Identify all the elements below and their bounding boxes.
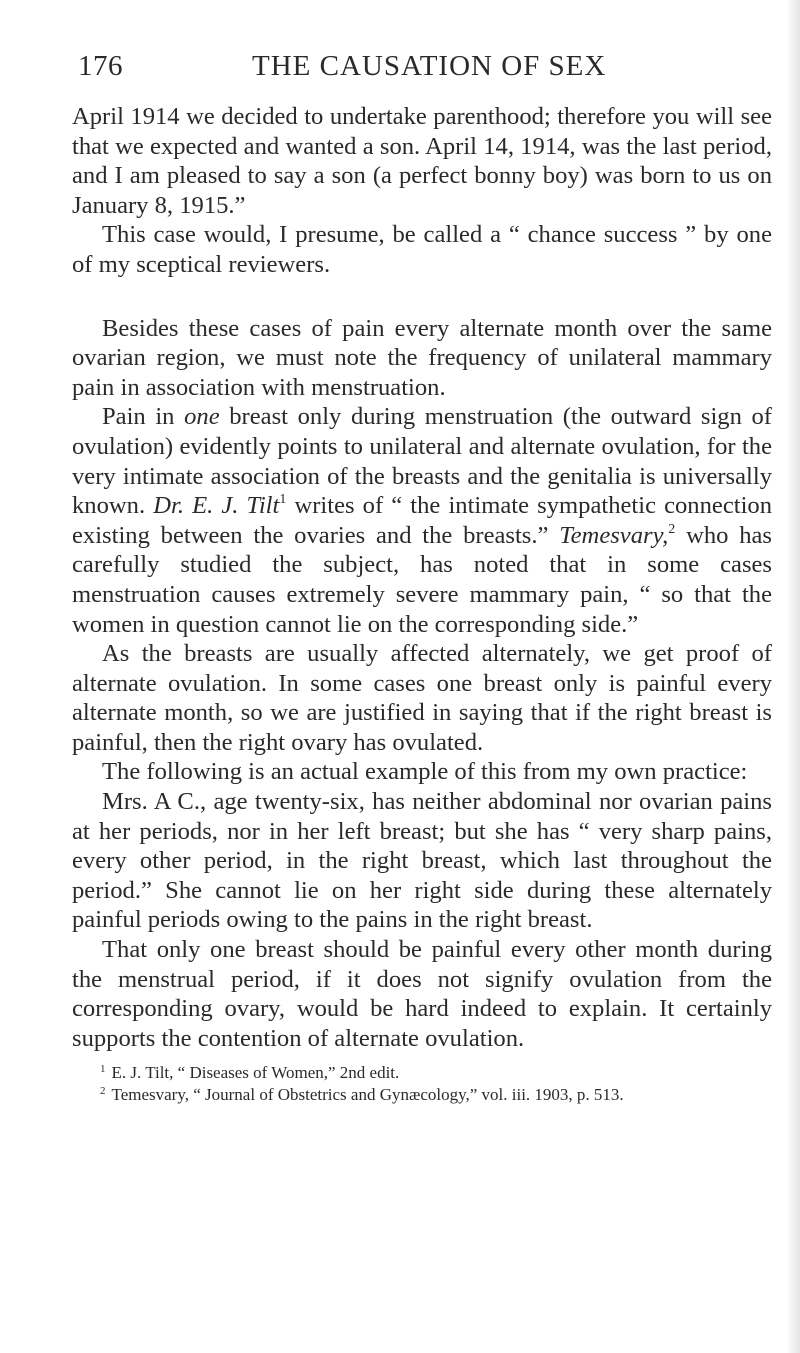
paragraph-3: Besides these cases of pain every alternate month over the same ovarian region, we must note the frequency of unilateral mammary pain in association with menstruation. [72, 314, 772, 401]
p4-text-b: breast only during menstruation (the outward sign of ovulation) evidently points to unilateral and alternate ovulation, for the very intimate association of the breasts and the genitalia is universally known. [72, 403, 772, 520]
page-number: 176 [78, 50, 123, 82]
paragraph-5: As the breasts are usually affected alternately, we get proof of alternate ovulation. In some cases one breast only is painful every alternate month, so we are justified in saying that if the right breast is painful, then the right ovary has ovulated. [72, 640, 772, 756]
body-text [72, 102, 772, 1053]
p4-text-d: who has carefully studied the subject, has noted that in some cases menstruation causes extremely severe mammary pain, “ so that the women in question cannot lie on the corresponding side.” [72, 521, 772, 638]
footnote-ref-2: 2 [668, 521, 676, 537]
citation-temesvary: Temesvary, [559, 521, 669, 549]
paragraph-7: Mrs. A C., age twenty-six, has neither abdominal nor ovarian pains at her periods, nor in her left breast; but she has “ very sharp pains, every other period, in the right breast, which last throughout the period.” She cannot lie on her right side during these alternately painful periods owing to the pains in the right breast. [72, 788, 772, 934]
paragraph-6: The following is an actual example of this from my own practice: [102, 758, 748, 786]
footnote-2-text: Temesvary, “ Journal of Obstetrics and Gynæcology,” vol. iii. 1903, p. 513. [111, 1085, 624, 1105]
footnote-1-mark: 1 [100, 1063, 106, 1076]
running-head: THE CAUSATION OF SEX [252, 50, 607, 82]
p4-text-c: writes of “ the intimate sympathetic connection existing between the ovaries and the breasts.” [72, 492, 772, 549]
page-header [72, 50, 772, 102]
book-page [72, 50, 772, 1107]
paragraph-4 [72, 402, 772, 639]
page-edge-shadow [786, 0, 800, 1353]
footnote-2 [72, 1085, 772, 1105]
footnote-1 [72, 1063, 772, 1083]
paragraph-8: That only one breast should be painful every other month during the menstrual period, if it does not signify ovulation from the corresponding ovary, would be hard indeed to explain. It certainly supports the contention of alternate ovulation. [72, 936, 772, 1052]
p4-text-a: Pain in [102, 403, 185, 431]
citation-tilt: Dr. E. J. Tilt [153, 492, 280, 520]
footnote-ref-1: 1 [279, 492, 287, 508]
footnote-1-text: E. J. Tilt, “ Diseases of Women,” 2nd edit. [111, 1063, 400, 1083]
p4-emphasis-one: one [184, 403, 220, 431]
paragraph-1: April 1914 we decided to undertake parenthood; therefore you will see that we expected and wanted a son. April 14, 1914, was the last period, and I am pleased to say a son (a perfect bonny boy) was born to us on January 8, 1915.” [72, 103, 772, 219]
footnote-2-mark: 2 [100, 1085, 106, 1098]
footnotes [72, 1063, 772, 1105]
paragraph-2: This case would, I presume, be called a “ chance success ” by one of my sceptical reviewers. [72, 221, 772, 278]
